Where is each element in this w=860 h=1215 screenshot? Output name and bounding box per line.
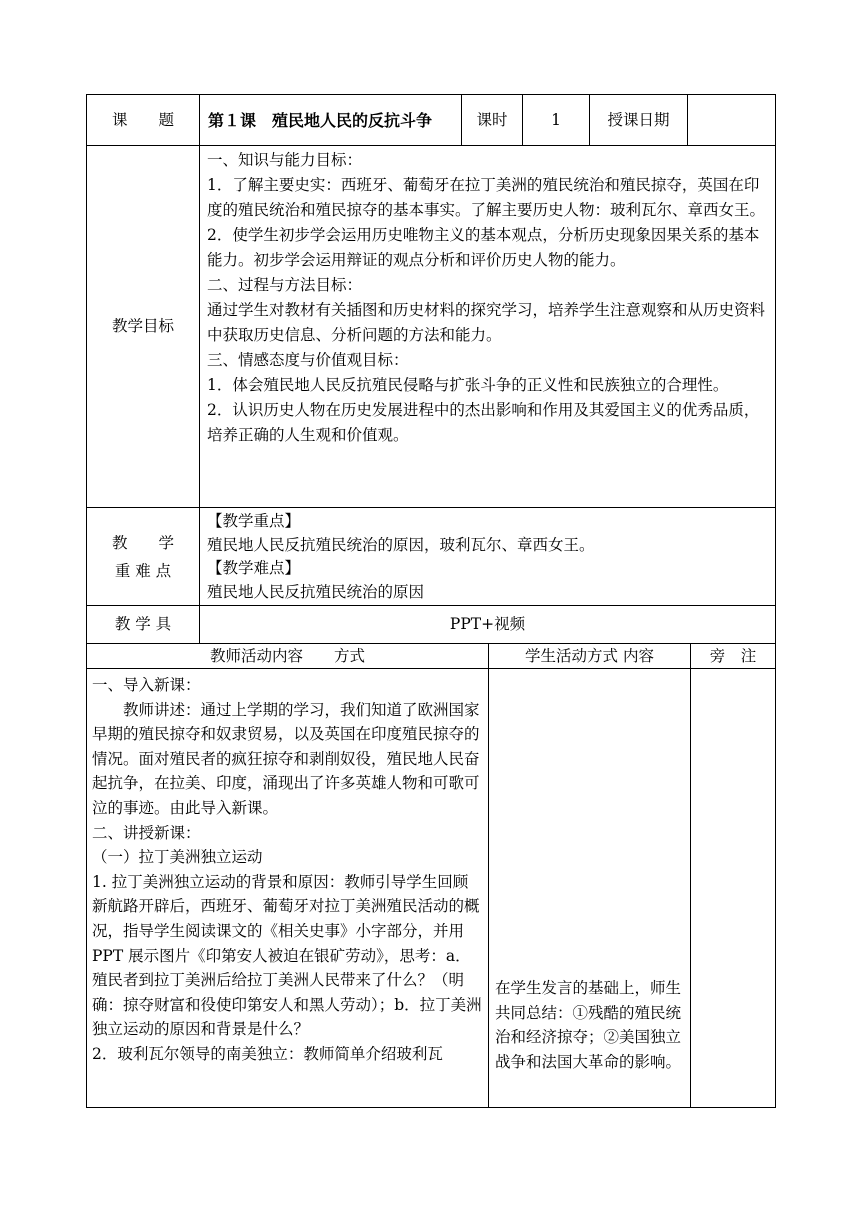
teacher-activity-header: 教师活动内容 方式 [209,646,365,665]
difficulty-text: 殖民地人民反抗殖民统治的原因 [207,582,425,601]
intro-heading: 一、导入新课： [92,676,201,694]
objectives-heading-attitude: 三、情感态度与价值观目标： [207,351,409,369]
intro-narration: 教师讲述：通过上学期的学习，我们知道了欧洲国家早期的殖民掠夺和奴隶贸易，以及英国在印度殖民掠夺的情况。面对殖民者的疯狂掠夺和剥削奴役，殖民地人民奋起抗争，在拉美、印度，涌现出了许多英雄人物和可歌可泣的事迹。由此导入新课。 [92,700,480,817]
teacher-activity-content [87,673,488,1106]
tools-value: PPT+视频 [449,615,526,633]
lesson-title: 第１课 殖民地人民的反抗斗争 [208,110,433,130]
objectives-item-2: 2．使学生初步学会运用历史唯物主义的基本观点，分析历史现象因果关系的基本能力。初步学会运用辩证的观点分析和评价历史人物的能力。 [207,226,760,269]
key-points-label-line2: 重 难 点 [114,561,172,580]
student-activity-content [489,976,690,1106]
difficulty-heading: 【教学难点】 [207,559,301,577]
section-latin-america: （一）拉丁美洲独立运动 [92,848,263,867]
hours-label: 课时 [476,110,508,129]
table-border-right [775,94,776,1108]
objectives-item-attitude-2: 2．认识历史人物在历史发展进程中的杰出影响和作用及其爱国主义的优秀品质，培养正确的人生观和价值观。 [207,401,760,444]
objectives-heading-knowledge: 一、知识与能力目标： [207,151,363,169]
key-points-label-line1: 教 学 [111,533,174,552]
objectives-item-process: 通过学生对教材有关插图和历史材料的探究学习，培养学生注意观察和从历史资料中获取历史信息、分析问题的方法和能力。 [207,301,766,344]
student-activity-header: 学生活动方式 内容 [525,646,654,665]
student-summary: 在学生发言的基础上，师生共同总结：①残酷的殖民统治和经济掠夺；②美国独立战争和法国大革命的影响。 [495,979,682,1071]
objectives-item-attitude-1: 1．体会殖民地人民反抗殖民侵略与扩张斗争的正义性和民族独立的合理性。 [207,376,729,394]
objectives-label: 教学目标 [111,317,174,335]
date-label: 授课日期 [607,110,670,129]
lecture-heading: 二、讲授新课： [92,823,201,842]
notes-header: 旁 注 [709,646,757,665]
table-border-bottom [86,1107,776,1108]
objectives-heading-process: 二、过程与方法目标： [207,276,363,294]
key-points-label [87,508,199,605]
hours-value: 1 [551,110,561,129]
notes-content [691,673,775,1106]
key-points-content [200,510,775,604]
tools-label: 教 学 具 [114,615,172,633]
focus-text: 殖民地人民反抗殖民统治的原因，玻利瓦尔、章西女王。 [207,535,595,554]
bolivar-section: 2．玻利瓦尔领导的南美独立：教师简单介绍玻利瓦 [92,1044,443,1063]
table-border-row5 [86,668,776,669]
focus-heading: 【教学重点】 [207,512,301,530]
objectives-item-1: 1．了解主要史实：西班牙、葡萄牙在拉丁美洲的殖民统治和殖民掠夺，英国在印度的殖民统治和殖民掠夺的基本事实。了解主要历史人物：玻利瓦尔、章西女王。 [207,176,766,219]
topic-label: 课 题 [111,110,174,129]
objectives-content [200,148,775,506]
date-value [688,95,775,145]
latin-america-background: 1. 拉丁美洲独立运动的背景和原因：教师引导学生回顾新航路开辟后，西班牙、葡萄牙对拉丁美洲殖民活动的概况，指导学生阅读课文的《相关史事》小字部分，并用 PPT 展示图片《印第安人被迫在银矿劳动》，思考：a．殖民者到拉丁美洲后给拉丁美洲人民带来了什么？（明确：掠夺财富和役使印第安人和黑人劳动）；b．拉丁美洲独立运动的原因和背景是什么？ [92,872,482,1039]
